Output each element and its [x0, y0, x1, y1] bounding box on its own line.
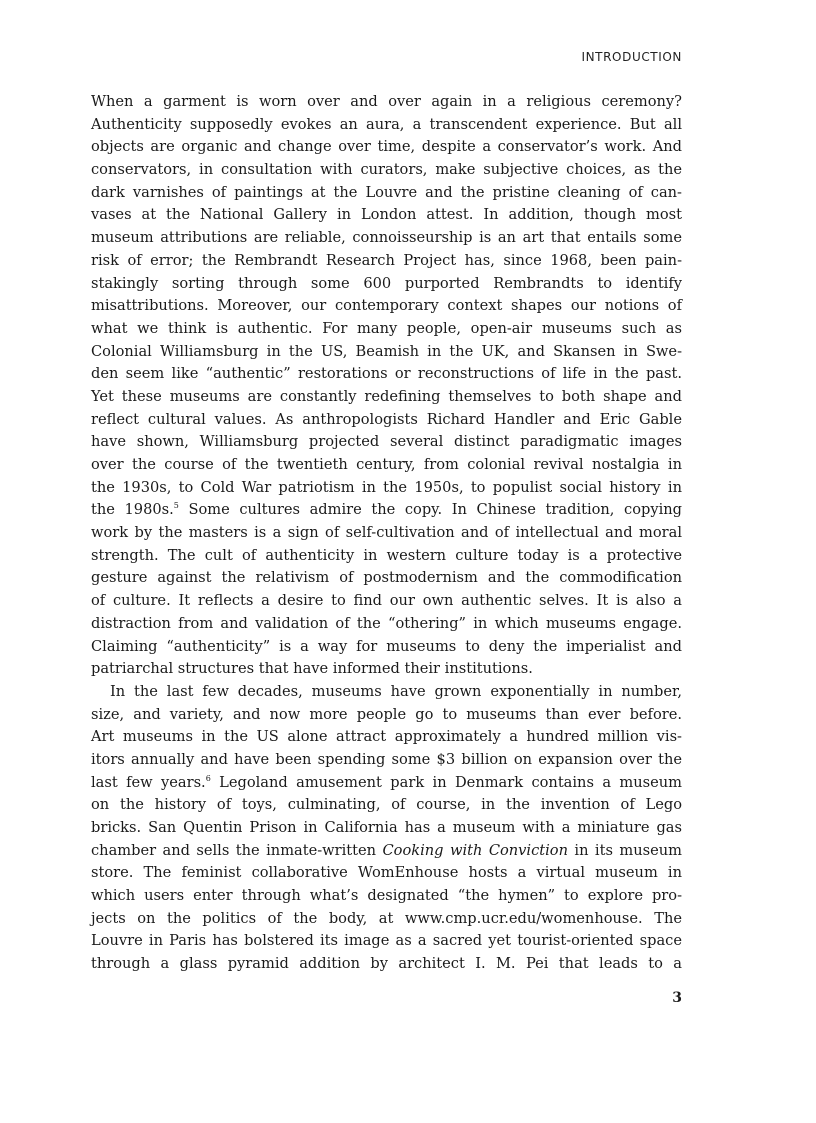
text-line — [91, 273, 682, 296]
text-line-content: last few years. — [91, 773, 206, 791]
text-line — [91, 182, 682, 205]
text-line — [91, 840, 682, 863]
text-line — [91, 862, 682, 885]
text-line — [91, 885, 682, 908]
text-line — [91, 817, 682, 840]
text-line — [91, 409, 682, 432]
text-line-content: distraction from and validation of the “othering” in which museums engage. — [91, 614, 682, 632]
text-line-content: of culture. It reflects a desire to find our own authentic selves. It is also a — [91, 592, 682, 610]
text-line-content: patriarchal structures that have informed their institutions. — [91, 660, 533, 678]
text-line-content: through a glass pyramid addition by architect I. M. Pei that leads to a — [91, 955, 682, 973]
text-line — [91, 499, 682, 522]
text-line-content: reflect cultural values. As anthropologists Richard Handler and Eric Gable — [91, 410, 682, 428]
page-number: 3 — [672, 990, 682, 1006]
text-line — [91, 704, 682, 727]
footnote-marker: 6 — [205, 773, 211, 783]
text-line-content: When a garment is worn over and over again in a religious ceremony? — [91, 93, 682, 110]
text-line — [91, 772, 682, 795]
text-line — [91, 794, 682, 817]
book-title: Cooking with Conviction — [382, 841, 568, 859]
text-line-content: In the last few decades, museums have grown exponentially in number, — [110, 682, 682, 700]
text-line-content: itors annually and have been spending some $3 billion on expansion over the — [91, 750, 682, 768]
text-line — [91, 477, 682, 500]
text-line-content: work by the masters is a sign of self-cultivation and of intellectual and moral — [91, 524, 682, 542]
text-line-content: the 1930s, to Cold War patriotism in the 1950s, to populist social history in — [91, 478, 682, 496]
text-line-content: Colonial Williamsburg in the US, Beamish in the UK, and Skansen in Swe- — [91, 342, 682, 360]
text-line-content: Yet these museums are constantly redefining themselves to both shape and — [91, 387, 682, 405]
text-line-content: what we think is authentic. For many people, open-air museums such as — [91, 319, 682, 337]
text-line — [91, 658, 682, 681]
text-line — [91, 386, 682, 409]
text-line-content: have shown, Williamsburg projected several distinct paradigmatic images — [91, 433, 682, 451]
text-line-content: dark varnishes of paintings at the Louvre and the pristine cleaning of can- — [91, 183, 682, 201]
text-line-content: den seem like “authentic” restorations or reconstructions of life in the past. — [91, 365, 682, 383]
text-line — [91, 341, 682, 364]
text-line — [91, 250, 682, 273]
text-line — [91, 363, 682, 386]
text-line-content: vases at the National Gallery in London attest. In addition, though most — [91, 206, 682, 224]
text-line-continuation: Legoland amusement park in Denmark contains a museum — [210, 773, 682, 791]
text-line — [91, 749, 682, 772]
text-line — [91, 567, 682, 590]
text-line-content: which users enter through what’s designated “the hymen” to explore pro- — [91, 887, 682, 905]
text-line-content: jects on the politics of the body, at www.cmp.ucr.edu/womenhouse. The — [91, 909, 682, 927]
text-line — [91, 930, 682, 953]
text-line-content: the 1980s. — [91, 501, 174, 519]
text-line — [91, 431, 682, 454]
text-line-content: store. The feminist collaborative WomEnhouse hosts a virtual museum in — [91, 864, 682, 882]
text-line-content: Authenticity supposedly evokes an aura, a transcendent experience. But all — [91, 115, 682, 133]
text-line — [91, 681, 682, 704]
text-line — [91, 136, 682, 159]
text-line-content: Claiming “authenticity” is a way for museums to deny the imperialist and — [91, 637, 682, 655]
text-line — [91, 227, 682, 250]
text-line — [91, 590, 682, 613]
text-line-content: museum attributions are reliable, connoisseurship is an art that entails some — [91, 229, 682, 247]
text-line-content: chamber and sells the inmate-written — [91, 841, 383, 859]
text-line — [91, 204, 682, 227]
text-line-content: strength. The cult of authenticity in western culture today is a protective — [91, 546, 682, 564]
text-line-content: misattributions. Moreover, our contemporary context shapes our notions of — [91, 297, 682, 315]
text-line — [91, 726, 682, 749]
text-line — [91, 522, 682, 545]
text-line — [91, 545, 682, 568]
text-line-continuation: in its museum — [567, 841, 682, 859]
text-line-content: size, and variety, and now more people go to museums than ever before. — [91, 705, 682, 723]
text-line-content: gesture against the relativism of postmodernism and the commodification — [91, 569, 682, 587]
text-line-content: on the history of toys, culminating, of course, in the invention of Lego — [91, 796, 682, 814]
text-line — [91, 908, 682, 931]
text-line-content: stakingly sorting through some 600 purported Rembrandts to identify — [91, 274, 682, 292]
text-line — [91, 295, 682, 318]
footnote-marker: 5 — [173, 501, 179, 511]
text-line — [91, 91, 682, 114]
text-line-content: Louvre in Paris has bolstered its image as a sacred yet tourist-oriented space — [91, 932, 682, 950]
text-line — [91, 953, 682, 976]
text-line-content: risk of error; the Rembrandt Research Project has, since 1968, been pain- — [91, 251, 682, 269]
text-line-content: objects are organic and change over time, despite a conservator’s work. And — [91, 138, 682, 156]
text-line — [91, 114, 682, 137]
text-line — [91, 613, 682, 636]
running-head: INTRODUCTION — [581, 50, 682, 64]
text-line-content: conservators, in consultation with curators, make subjective choices, as the — [91, 161, 682, 179]
text-line — [91, 159, 682, 182]
text-line-content: over the course of the twentieth century, from colonial revival nostalgia in — [91, 456, 682, 473]
text-line-content: Art museums in the US alone attract approximately a hundred million vis- — [91, 728, 682, 746]
text-line — [91, 636, 682, 659]
text-line — [91, 318, 682, 341]
text-line-continuation: Some cultures admire the copy. In Chinese tradition, copying — [178, 501, 683, 519]
body-text — [91, 91, 682, 976]
text-line-content: bricks. San Quentin Prison in California has a museum with a miniature gas — [91, 819, 682, 836]
text-line — [91, 454, 682, 477]
